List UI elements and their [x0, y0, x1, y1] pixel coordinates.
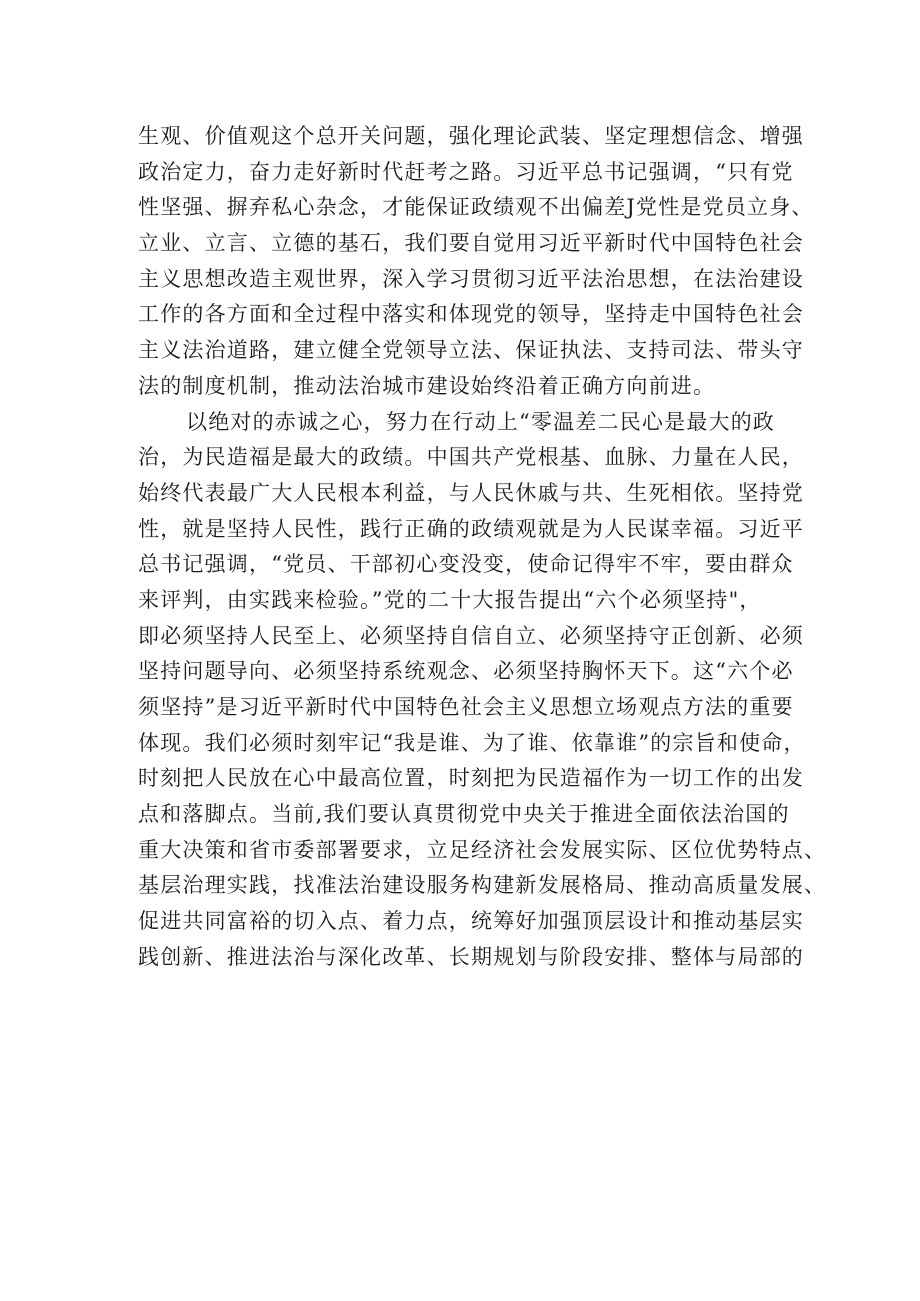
- text-line: 法的制度机制，推动法治城市建设始终沿着正确方向前进。: [138, 373, 716, 398]
- text-line: 工作的各方面和全过程中落实和体现党的领导，坚持走中国特色社会: [138, 302, 804, 327]
- text-line: 政治定力，奋力走好新时代赶考之路。习近平总书记强调，“只有党: [138, 159, 794, 184]
- text-line: 性坚强、摒弃私心杂念，才能保证政绩观不出偏差J党性是党员立身、: [138, 195, 814, 220]
- text-line: 点和落脚点。当前,我们要认真贯彻党中央关于推进全面依法治国的: [138, 802, 790, 827]
- paragraph-start-line: 以绝对的赤诚之心，努力在行动上“零温差二民心是最大的政: [186, 409, 776, 434]
- text-line: 时刻把人民放在心中最高位置，时刻把为民造福作为一切工作的出发: [138, 766, 804, 791]
- body-text: [138, 119, 838, 976]
- text-line: 始终代表最广大人民根本利益，与人民休戚与共、生死相依。坚持党: [138, 480, 804, 505]
- text-line: 即必须坚持人民至上、必须坚持自信自立、必须坚持守正创新、必须: [138, 623, 804, 648]
- text-line: 总书记强调，“党员、干部初心变没变，使命记得牢不牢，要由群众: [138, 552, 794, 577]
- text-line: 基层治理实践，找准法治建设服务构建新发展格局、推动高质量发展、: [138, 873, 827, 898]
- text-line: 生观、价值观这个总开关问题，强化理论武装、坚定理想信念、增强: [138, 124, 804, 148]
- text-line: 主义思想改造主观世界，深入学习贯彻习近平法治思想，在法治建设: [138, 266, 804, 291]
- text-line: 来评判，由实践来检验。”党的二十大报告提出“六个必须坚持"，: [138, 587, 762, 612]
- text-line: 治，为民造福是最大的政绩。中国共产党根基、血脉、力量在人民，: [138, 445, 804, 470]
- text-line: 践创新、推进法治与深化改革、长期规划与阶段安排、整体与局部的: [138, 944, 804, 969]
- text-line: 性，就是坚持人民性，践行正确的政绩观就是为人民谋幸福。习近平: [138, 516, 804, 541]
- text-line: 须坚持”是习近平新时代中国特色社会主义思想立场观点方法的重要: [138, 695, 794, 719]
- text-line: 重大决策和省市委部署要求，立足经济社会发展实际、区位优势特点、: [138, 837, 827, 862]
- text-line: 促进共同富裕的切入点、着力点，统筹好加强顶层设计和推动基层实: [138, 909, 804, 934]
- text-line: 坚持问题导向、必须坚持系统观念、必须坚持胸怀天下。这“六个必: [138, 659, 794, 684]
- text-line: 主义法治道路，建立健全党领导立法、保证执法、支持司法、带头守: [138, 338, 804, 363]
- text-line: 立业、立言、立德的基石，我们要自觉用习近平新时代中国特色社会: [138, 231, 804, 256]
- text-line: 体现。我们必须时刻牢记“我是谁、为了谁、依靠谁”的宗旨和使命，: [138, 730, 806, 755]
